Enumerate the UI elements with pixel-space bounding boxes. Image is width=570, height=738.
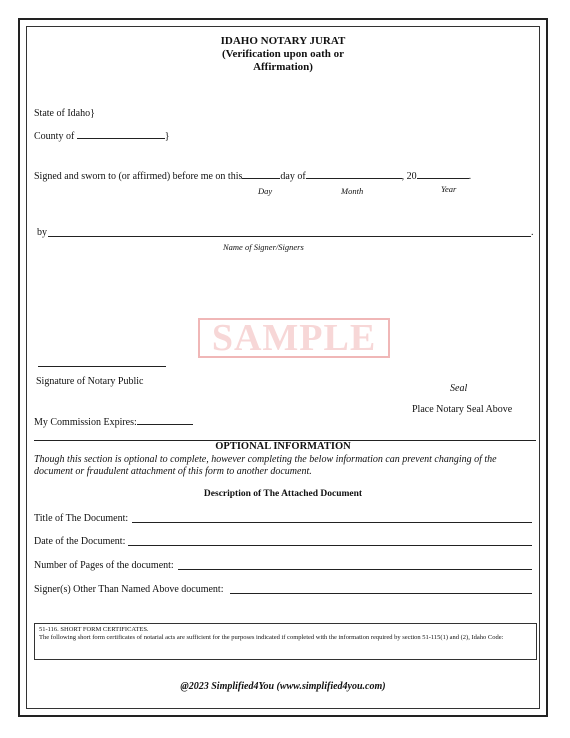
county-line — [34, 128, 170, 142]
doc-pages-field[interactable] — [178, 569, 532, 570]
footer-copyright: @2023 Simplified4You (www.simplified4you.com) — [180, 681, 386, 692]
commission-field[interactable] — [137, 414, 193, 425]
seal-caption: Place Notary Seal Above — [412, 404, 513, 415]
form-title-line3: Affirmation) — [253, 61, 313, 73]
notary-signature-label: Signature of Notary Public — [36, 376, 144, 387]
optional-heading: OPTIONAL INFORMATION — [215, 441, 351, 452]
state-line: State of Idaho} — [34, 108, 95, 119]
year-caption: Year — [441, 184, 457, 194]
county-field[interactable] — [77, 128, 165, 139]
doc-date-field[interactable] — [128, 545, 532, 546]
signer-end: . — [531, 227, 534, 238]
other-signers-field[interactable] — [230, 593, 532, 594]
seal-label: Seal — [450, 383, 468, 394]
day-of-text: day of — [280, 171, 306, 182]
doc-title-label: Title of The Document: — [34, 513, 129, 524]
sworn-end: . — [468, 171, 472, 182]
year-field[interactable] — [417, 168, 469, 179]
form-title-line2: (Verification upon oath or — [221, 48, 345, 60]
description-heading: Description of The Attached Document — [203, 489, 363, 499]
signer-caption: Name of Signer/Signers — [223, 242, 304, 252]
notary-signature-field[interactable] — [38, 366, 166, 367]
statute-heading: 51-116. SHORT FORM CERTIFICATES. — [39, 626, 149, 633]
day-caption: Day — [258, 186, 273, 196]
year-prefix: , 20 — [401, 171, 417, 182]
optional-note: Though this section is optional to complete, however completing the below information can prevent changing of the document or fraudulent attachment of this form to another document. — [34, 454, 497, 477]
other-signers-label: Signer(s) Other Than Named Above document: — [34, 584, 224, 595]
statute-box — [34, 623, 537, 660]
sworn-text: Signed and sworn to (or affirmed) before me on this — [34, 171, 243, 182]
signer-by-label: by — [37, 227, 47, 238]
doc-title-field[interactable] — [132, 522, 532, 523]
month-caption: Month — [341, 186, 364, 196]
month-field[interactable] — [306, 168, 402, 179]
sample-watermark: SAMPLE — [198, 318, 390, 358]
sworn-line — [34, 168, 471, 182]
form-title-line1: IDAHO NOTARY JURAT — [220, 35, 346, 47]
day-field[interactable] — [242, 168, 280, 179]
county-close: } — [164, 131, 170, 142]
doc-pages-label: Number of Pages of the document: — [34, 560, 174, 571]
doc-date-label: Date of the Document: — [34, 536, 126, 547]
signer-name-field[interactable] — [48, 236, 531, 237]
county-label: County of — [34, 131, 75, 142]
commission-line — [34, 414, 193, 428]
statute-text: The following short form certificates of notarial acts are sufficient for the purposes indicated if completed with the information required by section 51-115(1) and (2), Idaho Code: — [39, 634, 504, 641]
commission-label: My Commission Expires: — [34, 417, 137, 428]
